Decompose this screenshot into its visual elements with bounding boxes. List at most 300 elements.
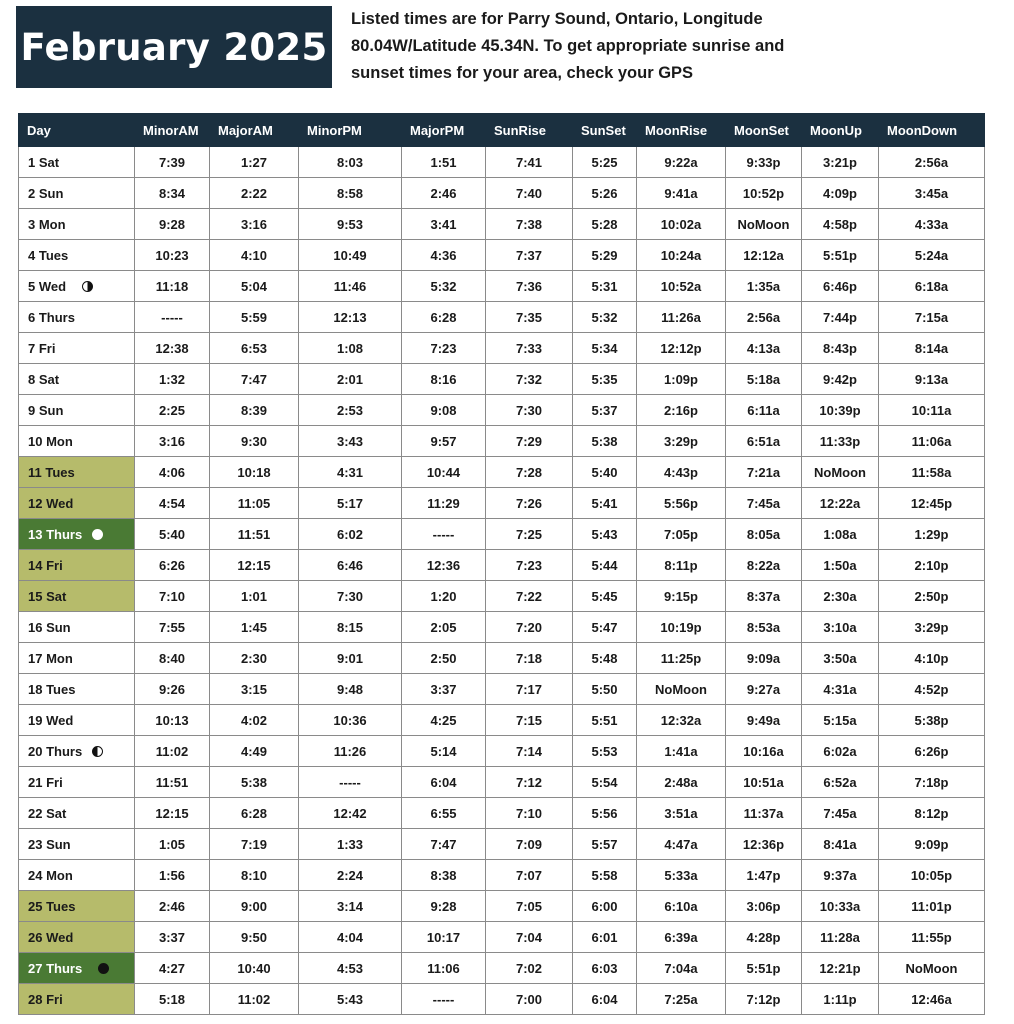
table-row <box>19 829 985 860</box>
cell-moondown: 8:12p <box>879 798 985 829</box>
table-row <box>19 209 985 240</box>
cell-moondown: 2:10p <box>879 550 985 581</box>
cell-minoram: 12:15 <box>135 798 210 829</box>
cell-moonset: 4:13a <box>726 333 802 364</box>
cell-sunrise: 7:14 <box>486 736 573 767</box>
cell-moondown: 2:56a <box>879 147 985 178</box>
cell-moonrise: 2:16p <box>637 395 726 426</box>
cell-sunset: 5:45 <box>573 581 637 612</box>
note-line: Listed times are for Parry Sound, Ontario, Longitude <box>351 10 763 28</box>
table-row <box>19 736 985 767</box>
cell-majorpm: 8:16 <box>402 364 486 395</box>
cell-moonrise: 9:15p <box>637 581 726 612</box>
cell-moonrise: 6:39a <box>637 922 726 953</box>
cell-moonrise: 10:19p <box>637 612 726 643</box>
cell-majorpm: 1:20 <box>402 581 486 612</box>
cell-moonrise: NoMoon <box>637 674 726 705</box>
column-header-majorpm: MajorPM <box>402 114 486 147</box>
cell-moonrise: 10:24a <box>637 240 726 271</box>
cell-moonset: 9:09a <box>726 643 802 674</box>
cell-majoram: 6:53 <box>210 333 299 364</box>
cell-minorpm: 2:01 <box>299 364 402 395</box>
day-label: 14 Fri <box>28 557 63 573</box>
day-cell <box>19 922 135 953</box>
cell-minoram: 1:56 <box>135 860 210 891</box>
day-cell <box>19 736 135 767</box>
cell-minorpm: 2:53 <box>299 395 402 426</box>
cell-sunset: 5:28 <box>573 209 637 240</box>
cell-majoram: 10:40 <box>210 953 299 984</box>
cell-sunset: 5:57 <box>573 829 637 860</box>
table-row <box>19 891 985 922</box>
cell-moondown: 11:01p <box>879 891 985 922</box>
cell-moondown: 6:26p <box>879 736 985 767</box>
cell-moonrise: 3:29p <box>637 426 726 457</box>
last-quarter-moon-icon <box>92 746 103 757</box>
cell-moonrise: 5:33a <box>637 860 726 891</box>
cell-sunrise: 7:26 <box>486 488 573 519</box>
cell-sunrise: 7:25 <box>486 519 573 550</box>
table-body <box>19 147 985 1015</box>
day-cell <box>19 240 135 271</box>
cell-moonup: 8:41a <box>802 829 879 860</box>
cell-majoram: 11:02 <box>210 984 299 1015</box>
table-row <box>19 643 985 674</box>
cell-majoram: 9:00 <box>210 891 299 922</box>
cell-majorpm: 4:36 <box>402 240 486 271</box>
cell-majorpm: 12:36 <box>402 550 486 581</box>
table-row <box>19 395 985 426</box>
cell-moondown: 5:38p <box>879 705 985 736</box>
column-header-moonrise: MoonRise <box>637 114 726 147</box>
cell-minoram: 6:26 <box>135 550 210 581</box>
day-label: 10 Mon <box>28 433 73 449</box>
cell-minoram: 4:54 <box>135 488 210 519</box>
cell-minorpm: 8:15 <box>299 612 402 643</box>
cell-moonrise: 4:47a <box>637 829 726 860</box>
cell-minoram: 7:10 <box>135 581 210 612</box>
cell-majorpm: 11:06 <box>402 953 486 984</box>
cell-sunset: 5:34 <box>573 333 637 364</box>
cell-sunset: 5:50 <box>573 674 637 705</box>
cell-minoram: 2:25 <box>135 395 210 426</box>
cell-moonup: NoMoon <box>802 457 879 488</box>
cell-sunrise: 7:41 <box>486 147 573 178</box>
cell-moonset: 1:35a <box>726 271 802 302</box>
cell-majoram: 7:47 <box>210 364 299 395</box>
cell-sunset: 5:38 <box>573 426 637 457</box>
cell-minorpm: 9:01 <box>299 643 402 674</box>
cell-moonset: 7:45a <box>726 488 802 519</box>
cell-moonrise: 3:51a <box>637 798 726 829</box>
day-label: 2 Sun <box>28 185 64 201</box>
table-row <box>19 271 985 302</box>
cell-moondown: 10:11a <box>879 395 985 426</box>
cell-minorpm: 9:48 <box>299 674 402 705</box>
cell-minorpm: 8:58 <box>299 178 402 209</box>
page-title: February 2025 <box>20 25 328 69</box>
cell-sunset: 5:58 <box>573 860 637 891</box>
cell-moonrise: 6:10a <box>637 891 726 922</box>
column-header-minoram: MinorAM <box>135 114 210 147</box>
cell-minoram: 9:26 <box>135 674 210 705</box>
cell-moonrise: 4:43p <box>637 457 726 488</box>
table-row <box>19 457 985 488</box>
column-header-sunrise: SunRise <box>486 114 573 147</box>
table-row <box>19 550 985 581</box>
table-row <box>19 922 985 953</box>
day-cell <box>19 271 135 302</box>
cell-moondown: 3:29p <box>879 612 985 643</box>
day-cell <box>19 643 135 674</box>
cell-minorpm: 1:08 <box>299 333 402 364</box>
table-row <box>19 581 985 612</box>
cell-moonup: 1:11p <box>802 984 879 1015</box>
cell-sunset: 5:40 <box>573 457 637 488</box>
cell-sunset: 5:41 <box>573 488 637 519</box>
cell-sunrise: 7:20 <box>486 612 573 643</box>
table-row <box>19 798 985 829</box>
cell-minorpm: 10:49 <box>299 240 402 271</box>
table-row <box>19 674 985 705</box>
day-label: 9 Sun <box>28 402 64 418</box>
cell-sunrise: 7:40 <box>486 178 573 209</box>
column-header-moonup: MoonUp <box>802 114 879 147</box>
day-cell <box>19 488 135 519</box>
cell-moondown: 11:06a <box>879 426 985 457</box>
cell-minorpm: ----- <box>299 767 402 798</box>
cell-sunrise: 7:33 <box>486 333 573 364</box>
day-cell <box>19 147 135 178</box>
cell-moondown: 12:45p <box>879 488 985 519</box>
cell-moonup: 6:02a <box>802 736 879 767</box>
cell-sunrise: 7:35 <box>486 302 573 333</box>
cell-sunrise: 7:23 <box>486 550 573 581</box>
cell-majorpm: 3:37 <box>402 674 486 705</box>
cell-moonup: 2:30a <box>802 581 879 612</box>
cell-moonset: 8:37a <box>726 581 802 612</box>
cell-minoram: 2:46 <box>135 891 210 922</box>
cell-minoram: 5:18 <box>135 984 210 1015</box>
cell-minoram: 7:55 <box>135 612 210 643</box>
cell-minoram: 8:34 <box>135 178 210 209</box>
day-cell <box>19 953 135 984</box>
cell-majorpm: 2:46 <box>402 178 486 209</box>
table-row <box>19 426 985 457</box>
first-quarter-moon-icon <box>82 281 93 292</box>
day-label: 8 Sat <box>28 371 60 387</box>
cell-majoram: 9:50 <box>210 922 299 953</box>
cell-sunrise: 7:30 <box>486 395 573 426</box>
cell-minorpm: 8:03 <box>299 147 402 178</box>
day-cell <box>19 984 135 1015</box>
cell-sunrise: 7:05 <box>486 891 573 922</box>
cell-moonup: 3:21p <box>802 147 879 178</box>
cell-moondown: 12:46a <box>879 984 985 1015</box>
cell-sunset: 6:00 <box>573 891 637 922</box>
cell-majoram: 1:45 <box>210 612 299 643</box>
cell-minorpm: 11:26 <box>299 736 402 767</box>
cell-minoram: 8:40 <box>135 643 210 674</box>
day-cell <box>19 426 135 457</box>
table-row <box>19 488 985 519</box>
cell-moonset: 9:27a <box>726 674 802 705</box>
cell-moonup: 1:08a <box>802 519 879 550</box>
cell-sunset: 6:01 <box>573 922 637 953</box>
cell-moonrise: 11:25p <box>637 643 726 674</box>
cell-moonset: 6:51a <box>726 426 802 457</box>
cell-moonup: 3:50a <box>802 643 879 674</box>
table-row <box>19 364 985 395</box>
day-cell <box>19 798 135 829</box>
cell-minorpm: 12:13 <box>299 302 402 333</box>
cell-minoram: 11:51 <box>135 767 210 798</box>
cell-moonset: 10:16a <box>726 736 802 767</box>
cell-minoram: 7:39 <box>135 147 210 178</box>
cell-minorpm: 5:43 <box>299 984 402 1015</box>
table-row <box>19 302 985 333</box>
day-cell <box>19 860 135 891</box>
cell-majorpm: 5:14 <box>402 736 486 767</box>
day-cell <box>19 581 135 612</box>
cell-moonrise: 11:26a <box>637 302 726 333</box>
cell-majorpm: 9:08 <box>402 395 486 426</box>
cell-moonup: 10:39p <box>802 395 879 426</box>
cell-moondown: 3:45a <box>879 178 985 209</box>
cell-moonrise: 12:12p <box>637 333 726 364</box>
cell-majoram: 2:22 <box>210 178 299 209</box>
cell-sunrise: 7:17 <box>486 674 573 705</box>
cell-majorpm: 6:28 <box>402 302 486 333</box>
cell-moonup: 12:22a <box>802 488 879 519</box>
day-cell <box>19 457 135 488</box>
cell-sunrise: 7:29 <box>486 426 573 457</box>
cell-sunrise: 7:36 <box>486 271 573 302</box>
cell-majorpm: 9:28 <box>402 891 486 922</box>
cell-moonup: 7:44p <box>802 302 879 333</box>
cell-moonset: 5:51p <box>726 953 802 984</box>
day-label: 20 Thurs <box>28 743 83 759</box>
cell-minorpm: 4:31 <box>299 457 402 488</box>
column-header-sunset: SunSet <box>573 114 637 147</box>
cell-moonrise: 1:41a <box>637 736 726 767</box>
day-label: 3 Mon <box>28 216 66 232</box>
cell-minorpm: 11:46 <box>299 271 402 302</box>
cell-moonup: 3:10a <box>802 612 879 643</box>
cell-moonrise: 9:41a <box>637 178 726 209</box>
cell-moondown: 9:13a <box>879 364 985 395</box>
day-cell <box>19 209 135 240</box>
day-cell <box>19 302 135 333</box>
cell-majorpm: 10:44 <box>402 457 486 488</box>
cell-majorpm: ----- <box>402 984 486 1015</box>
column-header-moondown: MoonDown <box>879 114 985 147</box>
cell-sunrise: 7:04 <box>486 922 573 953</box>
cell-majoram: 12:15 <box>210 550 299 581</box>
table-row <box>19 860 985 891</box>
cell-minorpm: 4:04 <box>299 922 402 953</box>
day-cell <box>19 364 135 395</box>
table-row <box>19 333 985 364</box>
cell-majoram: 8:10 <box>210 860 299 891</box>
cell-sunrise: 7:18 <box>486 643 573 674</box>
cell-moonrise: 10:02a <box>637 209 726 240</box>
cell-majoram: 1:27 <box>210 147 299 178</box>
cell-moonrise: 10:52a <box>637 271 726 302</box>
cell-moondown: 4:52p <box>879 674 985 705</box>
cell-majoram: 11:51 <box>210 519 299 550</box>
title-banner <box>16 6 332 88</box>
cell-moonset: 5:18a <box>726 364 802 395</box>
cell-minorpm: 3:14 <box>299 891 402 922</box>
cell-moonset: 10:52p <box>726 178 802 209</box>
day-cell <box>19 767 135 798</box>
cell-moondown: 11:58a <box>879 457 985 488</box>
cell-moonset: NoMoon <box>726 209 802 240</box>
cell-majoram: 9:30 <box>210 426 299 457</box>
cell-majoram: 1:01 <box>210 581 299 612</box>
table-row <box>19 147 985 178</box>
cell-sunset: 5:35 <box>573 364 637 395</box>
full-moon-icon <box>92 529 103 540</box>
cell-majorpm: 2:05 <box>402 612 486 643</box>
cell-moonrise: 1:09p <box>637 364 726 395</box>
cell-sunrise: 7:09 <box>486 829 573 860</box>
cell-moondown: 5:24a <box>879 240 985 271</box>
day-label: 13 Thurs <box>28 526 83 542</box>
cell-minorpm: 7:30 <box>299 581 402 612</box>
cell-minorpm: 6:02 <box>299 519 402 550</box>
cell-minoram: 1:32 <box>135 364 210 395</box>
cell-minoram: 5:40 <box>135 519 210 550</box>
cell-moonset: 12:12a <box>726 240 802 271</box>
cell-sunset: 5:43 <box>573 519 637 550</box>
cell-moonrise: 7:05p <box>637 519 726 550</box>
day-label: 19 Wed <box>28 712 74 728</box>
cell-sunrise: 7:15 <box>486 705 573 736</box>
cell-moonup: 11:28a <box>802 922 879 953</box>
cell-majoram: 5:04 <box>210 271 299 302</box>
cell-moonup: 9:37a <box>802 860 879 891</box>
cell-moonset: 2:56a <box>726 302 802 333</box>
day-label: 27 Thurs <box>28 960 83 976</box>
cell-moondown: 10:05p <box>879 860 985 891</box>
cell-sunrise: 7:02 <box>486 953 573 984</box>
cell-moonup: 7:45a <box>802 798 879 829</box>
cell-minorpm: 1:33 <box>299 829 402 860</box>
cell-majoram: 8:39 <box>210 395 299 426</box>
cell-moonup: 4:58p <box>802 209 879 240</box>
cell-sunrise: 7:00 <box>486 984 573 1015</box>
cell-minorpm: 10:36 <box>299 705 402 736</box>
cell-majoram: 4:02 <box>210 705 299 736</box>
day-label: 25 Tues <box>28 898 76 914</box>
solunar-table <box>18 113 985 1015</box>
cell-sunrise: 7:28 <box>486 457 573 488</box>
cell-sunset: 5:29 <box>573 240 637 271</box>
cell-moonup: 1:50a <box>802 550 879 581</box>
cell-sunrise: 7:37 <box>486 240 573 271</box>
cell-moondown: 7:18p <box>879 767 985 798</box>
table-header-row <box>19 114 985 147</box>
cell-moonrise: 8:11p <box>637 550 726 581</box>
cell-sunrise: 7:12 <box>486 767 573 798</box>
cell-sunset: 6:04 <box>573 984 637 1015</box>
cell-moondown: 8:14a <box>879 333 985 364</box>
cell-majorpm: 6:55 <box>402 798 486 829</box>
day-cell <box>19 612 135 643</box>
cell-minorpm: 6:46 <box>299 550 402 581</box>
cell-minoram: 4:27 <box>135 953 210 984</box>
cell-sunset: 5:32 <box>573 302 637 333</box>
cell-minorpm: 2:24 <box>299 860 402 891</box>
cell-minorpm: 4:53 <box>299 953 402 984</box>
cell-moondown: 11:55p <box>879 922 985 953</box>
column-header-majoram: MajorAM <box>210 114 299 147</box>
cell-minorpm: 9:53 <box>299 209 402 240</box>
table-row <box>19 240 985 271</box>
cell-moondown: 9:09p <box>879 829 985 860</box>
cell-sunset: 5:31 <box>573 271 637 302</box>
cell-moonset: 7:21a <box>726 457 802 488</box>
cell-moonup: 4:31a <box>802 674 879 705</box>
cell-moonup: 12:21p <box>802 953 879 984</box>
table-row <box>19 984 985 1015</box>
cell-majorpm: 7:47 <box>402 829 486 860</box>
cell-moonset: 10:51a <box>726 767 802 798</box>
day-cell <box>19 829 135 860</box>
cell-sunset: 6:03 <box>573 953 637 984</box>
cell-moondown: 2:50p <box>879 581 985 612</box>
table-row <box>19 953 985 984</box>
cell-sunset: 5:44 <box>573 550 637 581</box>
note-line: 80.04W/Latitude 45.34N. To get appropriate sunrise and <box>351 37 785 55</box>
cell-majorpm: 11:29 <box>402 488 486 519</box>
cell-majorpm: 10:17 <box>402 922 486 953</box>
day-label: 24 Mon <box>28 867 73 883</box>
day-label: 1 Sat <box>28 154 60 170</box>
cell-moonset: 8:22a <box>726 550 802 581</box>
day-cell <box>19 891 135 922</box>
day-label: 6 Thurs <box>28 309 75 325</box>
cell-majoram: 5:38 <box>210 767 299 798</box>
cell-sunrise: 7:22 <box>486 581 573 612</box>
cell-moonup: 10:33a <box>802 891 879 922</box>
cell-sunrise: 7:38 <box>486 209 573 240</box>
cell-majorpm: 8:38 <box>402 860 486 891</box>
cell-minoram: 10:23 <box>135 240 210 271</box>
cell-minorpm: 5:17 <box>299 488 402 519</box>
day-cell <box>19 395 135 426</box>
cell-majorpm: 2:50 <box>402 643 486 674</box>
cell-sunset: 5:48 <box>573 643 637 674</box>
cell-moondown: 1:29p <box>879 519 985 550</box>
cell-majoram: 6:28 <box>210 798 299 829</box>
cell-minorpm: 12:42 <box>299 798 402 829</box>
cell-majorpm: 9:57 <box>402 426 486 457</box>
cell-moonset: 12:36p <box>726 829 802 860</box>
cell-moonup: 6:52a <box>802 767 879 798</box>
day-cell <box>19 333 135 364</box>
cell-sunset: 5:54 <box>573 767 637 798</box>
cell-majoram: 4:49 <box>210 736 299 767</box>
cell-minoram: 10:13 <box>135 705 210 736</box>
cell-minoram: 1:05 <box>135 829 210 860</box>
day-label: 23 Sun <box>28 836 71 852</box>
cell-majorpm: 1:51 <box>402 147 486 178</box>
cell-sunset: 5:51 <box>573 705 637 736</box>
cell-moonset: 7:12p <box>726 984 802 1015</box>
